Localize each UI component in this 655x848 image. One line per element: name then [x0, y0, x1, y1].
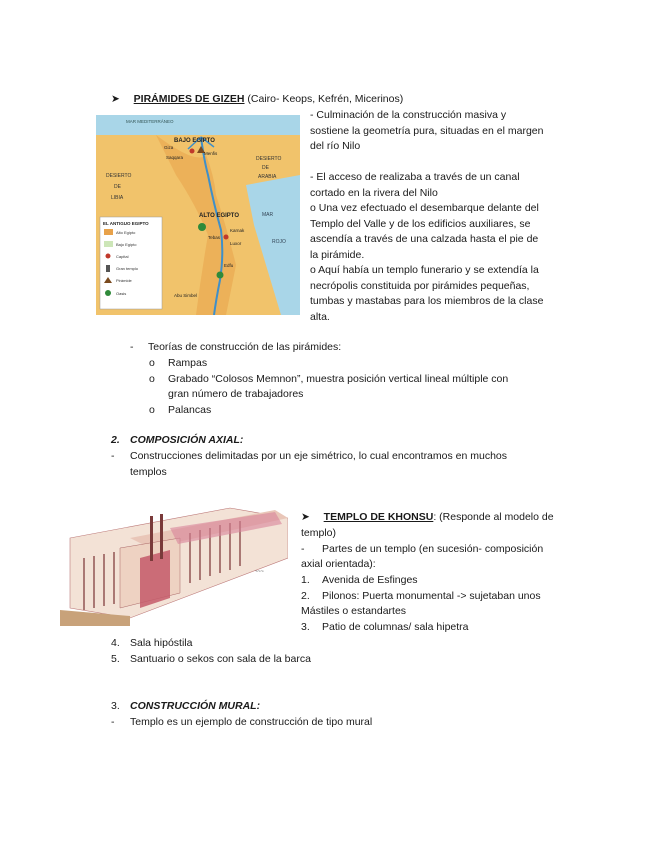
axial-title: COMPOSICIÓN AXIAL: [130, 434, 244, 446]
pyramids-line: - El acceso de realizaba a través de un canal [310, 171, 520, 183]
map-desert-libia-3: LIBIA [111, 195, 124, 201]
pyramids-line: ascendía a través de una calzada hasta el pie de [310, 233, 539, 245]
mural-number: 3. [111, 700, 120, 712]
map-city-edfu: Edfu [224, 263, 234, 268]
flag-mast [160, 514, 163, 559]
map-upper-egypt-label: ALTO EGIPTO [199, 213, 240, 219]
list-marker: o [149, 404, 155, 416]
khonsu-parts-title: Partes de un templo (en sucesión- composición [322, 543, 544, 555]
theories-dash: - [130, 341, 134, 353]
map-desert-libia-1: DESIERTO [106, 173, 132, 179]
pyramids-line: o Una vez efectuado el desembarque delante del [310, 202, 539, 214]
mural-line: Templo es un ejemplo de construcción de tipo mural [130, 716, 373, 728]
list-item: Sala hipóstila [130, 637, 193, 649]
map-city-abusimbel: Abu Simbel [174, 293, 198, 298]
arrow-bullet-icon: ➤ [111, 93, 120, 105]
map-red-sea-1: MAR [262, 212, 274, 218]
pyramids-line: - Culminación de la construcción masiva y [310, 109, 507, 121]
list-item: Palancas [168, 404, 212, 416]
pyramids-line: Templo del Valle y de los edificios auxiliares, se [310, 218, 531, 230]
legend-item-1: Bajo Egipto [116, 242, 137, 247]
legend-item-5: Oasis [116, 291, 127, 296]
flag-mast [150, 516, 153, 561]
pyramids-heading [111, 92, 403, 107]
pyramids-line: la pirámide. [310, 249, 365, 261]
map-city-giza: Giza [164, 145, 174, 150]
map-lower-egypt-label: BAJO EGIPTO [174, 138, 215, 144]
map-desert-libia-2: DE [114, 184, 121, 190]
list-item: Rampas [168, 357, 208, 369]
legend-item-2: Capital [116, 254, 129, 259]
legend-item-3: Gran templo [116, 266, 139, 271]
mediterranean-sea [96, 115, 300, 135]
khonsu-title: TEMPLO DE KHONSU [323, 511, 434, 523]
map-sea-label: MAR MEDITERRÁNEO [126, 119, 174, 124]
pylon [140, 550, 170, 608]
axial-line: templos [130, 466, 167, 478]
pyramids-title: PIRÁMIDES DE GIZEH [133, 93, 245, 105]
map-city-karnak: Karnak [230, 228, 245, 233]
map-red-sea-2: ROJO [272, 239, 286, 245]
map-desert-arabia-2: DE [262, 165, 269, 171]
khonsu-heading-line2: templo) [301, 527, 337, 539]
list-item: Avenida de Esfinges [322, 574, 418, 586]
oasis-marker [198, 223, 206, 231]
list-number: 1. [301, 574, 310, 586]
pyramids-line: o Aquí había un templo funerario y se extendía la [310, 264, 539, 276]
khonsu-parts-title2: axial orientada): [301, 558, 376, 570]
pyramids-line: necrópolis constituida por pirámides pequeñas, [310, 280, 530, 292]
axial-number: 2. [111, 434, 120, 446]
list-number: 3. [301, 621, 310, 633]
list-number: 2. [301, 590, 310, 602]
legend-item-0: Alto Egipto [116, 230, 136, 235]
mural-title: CONSTRUCCIÓN MURAL: [130, 700, 261, 712]
map-desert-arabia-1: DESIERTO [256, 156, 282, 162]
egypt-map-image [96, 115, 300, 315]
khonsu-subtitle: : (Responde al modelo de [433, 511, 554, 523]
arrow-bullet-icon: ➤ [301, 511, 310, 523]
list-number: 5. [111, 653, 120, 665]
khonsu-parts-dash: - [301, 543, 305, 555]
list-item: Santuario o sekos con sala de la barca [130, 653, 311, 665]
list-item: Patio de columnas/ sala hipetra [322, 621, 469, 633]
list-marker: o [149, 357, 155, 369]
axial-line: Construcciones delimitadas por un eje simétrico, lo cual encontramos en muchos [130, 450, 508, 462]
map-city-tebas: Tebas [208, 235, 221, 240]
pyramids-line: tumbas y mastabas para los miembros de la clase [310, 295, 544, 307]
pyramids-line: del río Nilo [310, 140, 361, 152]
oasis-marker-2 [217, 272, 224, 279]
capital-marker [190, 149, 195, 154]
map-legend [100, 217, 162, 309]
list-item: Mástiles o estandartes [301, 605, 407, 617]
axial-dash: - [111, 450, 115, 462]
capital-marker-tebas [224, 235, 229, 240]
theories-title: Teorías de construcción de las pirámides: [148, 341, 342, 353]
svg-text:~~~: ~~~ [255, 569, 264, 575]
map-city-luxor: Luxor [230, 241, 242, 246]
pyramids-line: alta. [310, 311, 330, 323]
list-number: 4. [111, 637, 120, 649]
pyramids-line: sostiene la geometría pura, situadas en el margen [310, 125, 544, 137]
khonsu-temple-illustration [60, 498, 288, 626]
map-city-saqqara: Saqqara [166, 155, 184, 160]
mural-dash: - [111, 716, 115, 728]
map-city-menfis: Menfis [204, 151, 218, 156]
pyramids-line: cortado en la rivera del Nilo [310, 187, 438, 199]
list-item: gran número de trabajadores [168, 388, 304, 400]
map-desert-arabia-3: ARABIA [258, 174, 277, 180]
list-item: Pilonos: Puerta monumental -> sujetaban unos [322, 590, 541, 602]
khonsu-heading [301, 510, 554, 525]
legend-title: EL ANTIGUO EGIPTO [103, 221, 149, 226]
pyramids-subtitle: (Cairo- Keops, Kefrén, Micerinos) [244, 93, 404, 105]
legend-item-4: Pirámide [116, 278, 132, 283]
list-marker: o [149, 373, 155, 385]
list-item: Grabado “Colosos Memnon”, muestra posición vertical lineal múltiple con [168, 373, 509, 385]
